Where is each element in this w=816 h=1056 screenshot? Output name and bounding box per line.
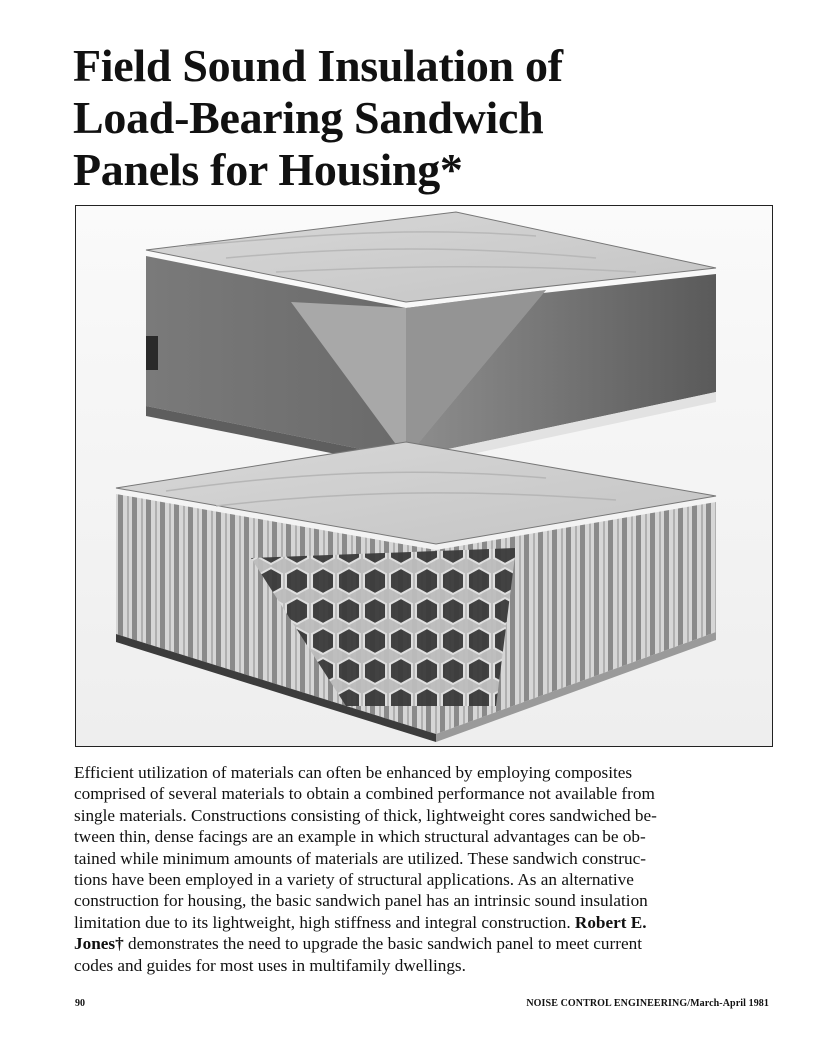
abstract-line: tween thin, dense facings are an example in which structural advantages can be ob-: [74, 827, 646, 847]
sandwich-panel-photo: [75, 205, 773, 747]
abstract-line: Efficient utilization of materials can often be enhanced by employing composites: [74, 763, 633, 782]
abstract-line: [74, 912, 774, 933]
author-name: Robert E.: [574, 912, 647, 932]
sandwich-panel-illustration: [76, 206, 772, 746]
article-title: [73, 40, 773, 196]
journal-citation: NOISE CONTROL ENGINEERING/March-April 1981: [526, 998, 769, 1009]
abstract-line: single materials. Constructions consisting of thick, lightweight cores sandwiched be-: [74, 805, 657, 825]
abstract-line: tained while minimum amounts of materials are utilized. These sandwich construc-: [74, 848, 646, 868]
abstract-text: demonstrates the need to upgrade the basic sandwich panel to meet current: [123, 934, 642, 954]
abstract: [74, 762, 774, 976]
abstract-line: codes and guides for most uses in multifamily dwellings.: [74, 955, 466, 975]
page-number: 90: [75, 998, 85, 1009]
abstract-text: limitation due to its lightweight, high stiffness and integral construction.: [74, 912, 575, 932]
abstract-line: construction for housing, the basic sandwich panel has an intrinsic sound insulation: [74, 891, 648, 911]
title-line-1: Field Sound Insulation of: [73, 40, 563, 91]
abstract-line: comprised of several materials to obtain a combined performance not available from: [74, 784, 655, 804]
author-surname: Jones†: [74, 934, 124, 954]
title-line-2: Load-Bearing Sandwich: [73, 92, 544, 143]
title-line-3: Panels for Housing*: [73, 144, 463, 195]
abstract-line: tions have been employed in a variety of structural applications. As an alternative: [74, 870, 634, 890]
abstract-line: [74, 933, 774, 954]
